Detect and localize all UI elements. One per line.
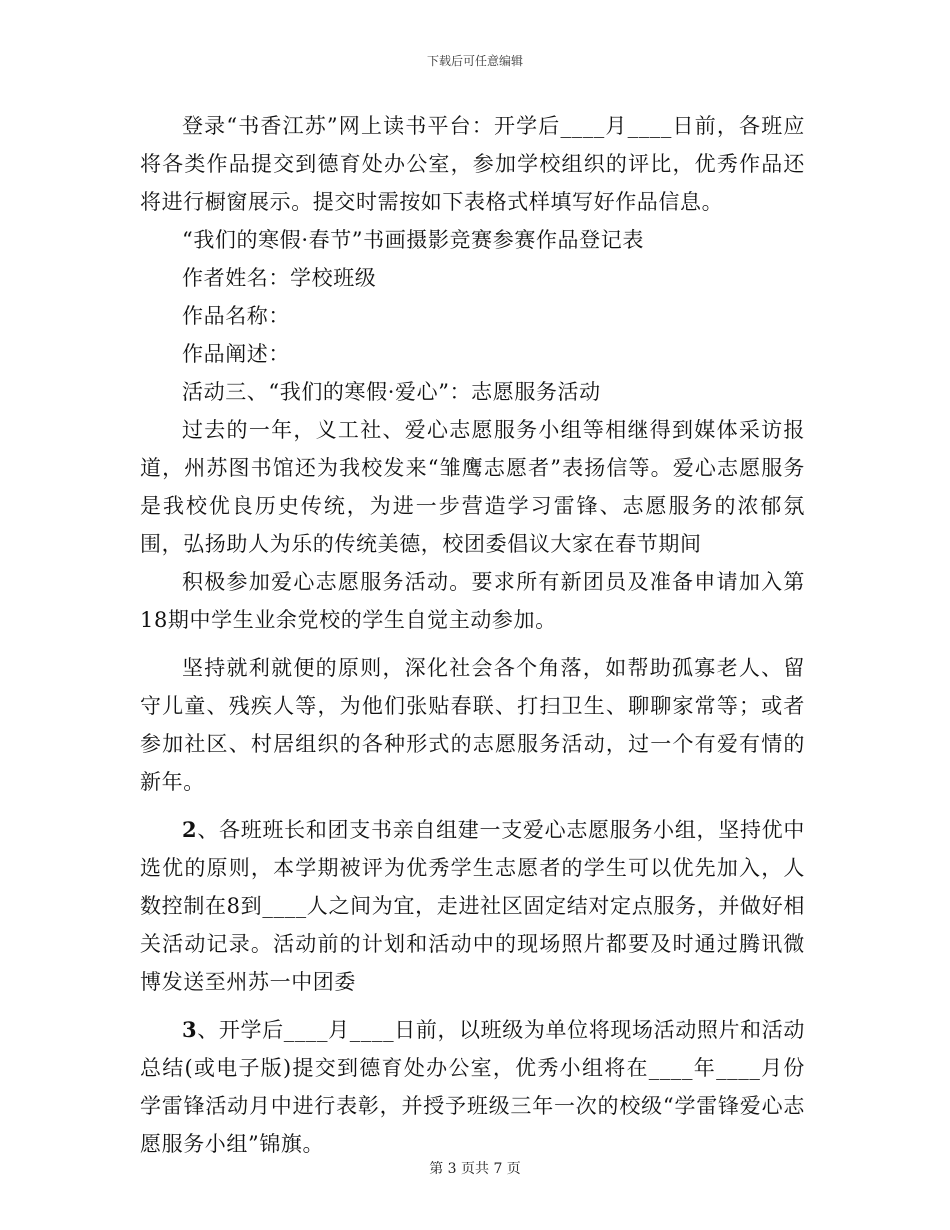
page-footer: 第 3 页共 7 页 bbox=[429, 1161, 521, 1177]
document-body bbox=[140, 107, 805, 1163]
list-item-2 bbox=[140, 811, 805, 1001]
paragraph-submission: 登录“书香江苏”网上读书平台：开学后____月____日前，各班应将各类作品提交到德育处办公室，参加学校组织的评比，优秀作品还将进行橱窗展示。提交时需按如下表格式样填写好作品信息。 bbox=[140, 114, 805, 214]
field-work-description: 作品阐述： bbox=[182, 342, 290, 366]
list-number: 3 bbox=[182, 1017, 198, 1042]
list-item-text: 、各班班长和团支书亲自组建一支爱心志愿服务小组，坚持优中选优的原则，本学期被评为优秀学生志愿者的学生可以优先加入，人数控制在8到____人之间为宜，走进社区固定结对定点服务，并做好相关活动记录。活动前的计划和活动中的现场照片都要及时通过腾讯微博发送至州苏一中团委 bbox=[140, 818, 805, 994]
list-item-3 bbox=[140, 1011, 805, 1163]
list-number: 2 bbox=[182, 817, 198, 842]
list-item-text: 、开学后____月____日前，以班级为单位将现场活动照片和活动总结(或电子版)提交到德育处办公室，优秀小组将在____年____月份学雷锋活动月中进行表彰，并授予班级三年一次的校级“学雷锋爱心志愿服务小组”锦旗。 bbox=[140, 1018, 805, 1156]
paragraph-principle: 坚持就利就便的原则，深化社会各个角落，如帮助孤寡老人、留守儿童、残疾人等，为他们张贴春联、打扫卫生、聊聊家常等；或者参加社区、村居组织的各种形式的志愿服务活动，过一个有爱有情的新年。 bbox=[140, 656, 805, 794]
paragraph-past-year: 过去的一年，义工社、爱心志愿服务小组等相继得到媒体采访报道，州苏图书馆还为我校发来“雏鹰志愿者”表扬信等。爱心志愿服务是我校优良历史传统，为进一步营造学习雷锋、志愿服务的浓郁氛围，弘扬助人为乐的传统美德，校团委倡议大家在春节期间 bbox=[140, 418, 805, 556]
activity-three-heading: 活动三、“我们的寒假·爱心”：志愿服务活动 bbox=[182, 380, 601, 404]
field-work-title: 作品名称： bbox=[182, 304, 290, 328]
form-title: “我们的寒假·春节”书画摄影竞赛参赛作品登记表 bbox=[182, 228, 644, 252]
page-header: 下载后可任意编辑 bbox=[426, 54, 523, 68]
paragraph-participation: 积极参加爱心志愿服务活动。要求所有新团员及准备申请加入第18期中学生业余党校的学生自觉主动参加。 bbox=[140, 570, 805, 632]
field-author-name: 作者姓名：学校班级 bbox=[182, 266, 377, 290]
